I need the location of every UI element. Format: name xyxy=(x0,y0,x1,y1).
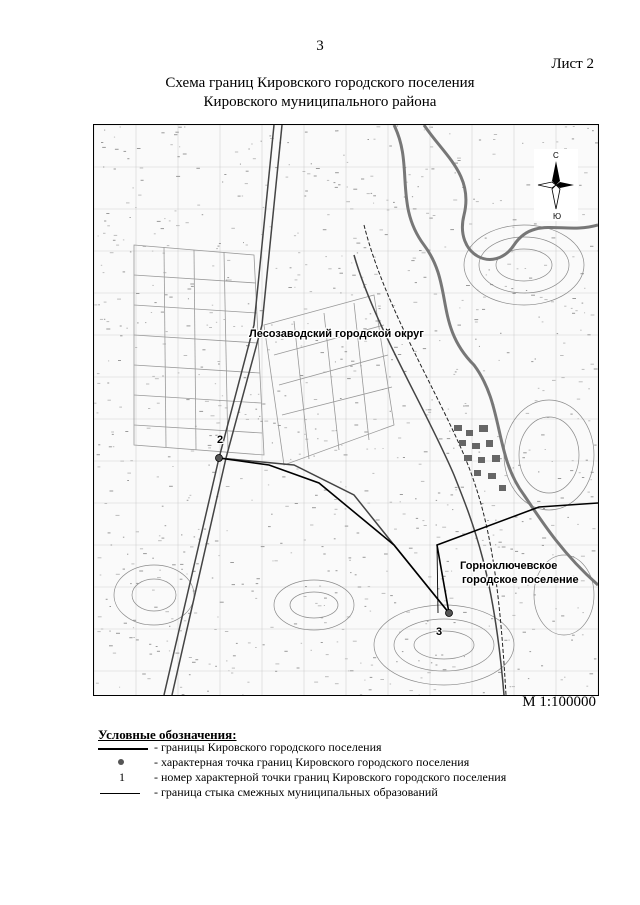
page-number: 3 xyxy=(316,38,324,54)
legend-text: - номер характерной точки границ Кировского городского поселения xyxy=(154,770,507,784)
gornoklyuch-label-line2: городское поселение xyxy=(462,574,579,586)
lesozavodsk-label: Лесозаводский городской округ xyxy=(249,328,424,340)
field-grid xyxy=(134,245,394,465)
map-title xyxy=(0,74,640,112)
legend-text: - характерная точка границ Кировского городского поселения xyxy=(154,755,470,769)
boundary-point-3[interactable] xyxy=(446,610,453,617)
legend-text: - граница стыка смежных муниципальных образований xyxy=(154,785,438,799)
terrain-contours xyxy=(114,225,594,685)
map-frame[interactable] xyxy=(93,124,599,696)
boundary-point-3-number: 3 xyxy=(436,626,443,638)
kirovsky-boundary xyxy=(219,458,598,613)
legend-symbol-thick-line xyxy=(98,740,148,756)
legend-symbol-thin-line xyxy=(98,785,148,801)
title-line-1: Схема границ Кировского городского поселения xyxy=(165,75,475,91)
title-line-2: Кировского муниципального района xyxy=(203,94,437,110)
map-texture xyxy=(94,125,598,695)
boundary-point-2[interactable] xyxy=(216,455,223,462)
legend-symbol-dot xyxy=(98,755,148,771)
sheet-label: Лист 2 xyxy=(551,56,594,72)
junction-boundary xyxy=(437,545,438,613)
legend-text: - границы Кировского городского поселения xyxy=(154,740,382,754)
map-scale: М 1:100000 xyxy=(522,694,596,710)
topographic-map xyxy=(94,125,598,695)
boundary-point-2-number: 2 xyxy=(217,434,224,446)
town-blocks xyxy=(454,425,506,491)
legend-title: Условные обозначения: xyxy=(98,727,237,742)
compass-north: С xyxy=(553,151,559,160)
compass-south: Ю xyxy=(553,212,562,221)
gornoklyuch-label-line1: Горноключевское xyxy=(460,560,558,572)
roads xyxy=(164,125,504,695)
compass-rose xyxy=(534,149,578,221)
legend-symbol-number: 1 xyxy=(119,770,125,784)
